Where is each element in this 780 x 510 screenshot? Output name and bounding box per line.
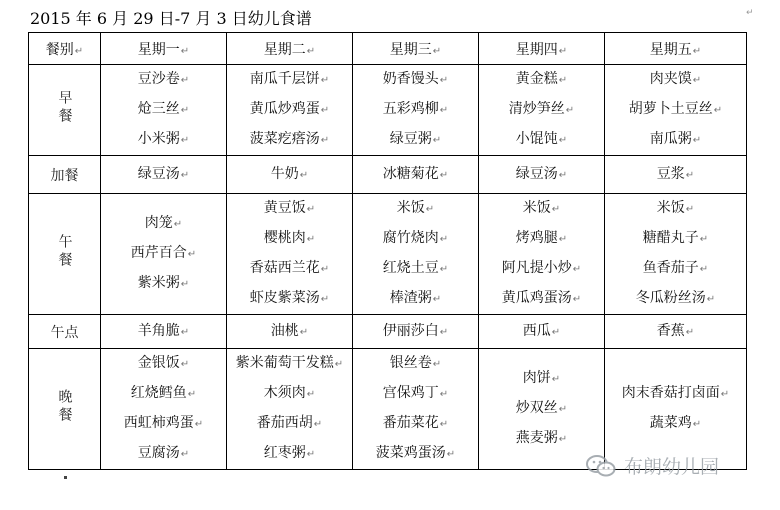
meal-label: 早餐 [56, 90, 73, 126]
dish-name: 菠菜疙瘩汤 [249, 131, 320, 147]
menu-cell [227, 315, 353, 349]
dish-item [101, 125, 226, 155]
dish-name: 番茄西胡 [256, 415, 313, 431]
paragraph-mark-icon: ↵ [692, 419, 702, 430]
dish-name: 牛奶 [270, 165, 299, 182]
header-row [29, 33, 747, 65]
dish-name: 豆沙卷 [137, 71, 180, 87]
dish-name: 豆浆 [656, 165, 685, 182]
paragraph-mark-icon: ↵ [320, 294, 330, 305]
dish-item [605, 194, 746, 224]
dish-name: 肉夹馍 [649, 71, 692, 87]
dish-item [353, 284, 478, 314]
dish-item [101, 95, 226, 125]
paragraph-mark-icon: ↵ [180, 279, 190, 290]
meal-row [29, 315, 747, 349]
paragraph-mark-icon: ↵ [299, 326, 309, 338]
paragraph-mark-icon: ↵ [551, 374, 561, 385]
watermark-text: 布朗幼儿园 [624, 456, 720, 478]
dish-name: 米饭 [522, 200, 551, 216]
paragraph-mark-icon: ↵ [439, 169, 449, 181]
page-title: 2015 年 6 月 29 日-7 月 3 日幼儿食谱 [30, 9, 312, 28]
paragraph-mark-icon: ↵ [558, 135, 568, 146]
dish-item [353, 317, 478, 347]
dish-item [227, 254, 352, 284]
dish-item [479, 284, 604, 314]
menu-cell [479, 156, 605, 194]
dish-name: 肉笼 [144, 215, 173, 231]
menu-cell [101, 315, 227, 349]
dish-name: 羊角脆 [137, 322, 180, 339]
meal-label-cell [29, 65, 101, 156]
menu-cell [101, 65, 227, 156]
paragraph-mark-icon: ↵ [173, 219, 183, 230]
dish-name: 紫米葡萄干发糕 [235, 355, 334, 371]
paragraph-mark-icon: ↵ [334, 359, 344, 370]
dish-name: 炝三丝 [137, 101, 180, 117]
paragraph-mark-icon: ↵ [320, 135, 330, 146]
paragraph-mark-icon: ↵ [439, 419, 449, 430]
dish-name: 米饭 [396, 200, 425, 216]
paragraph-mark-icon: ↵ [551, 204, 561, 215]
menu-cell [353, 315, 479, 349]
day-header-wed: 星期三↵ [353, 33, 479, 65]
paragraph-mark-icon: ↵ [565, 105, 575, 116]
paragraph-mark-icon: ↵ [439, 105, 449, 116]
dish-name: 西虹柿鸡蛋 [123, 415, 194, 431]
dish-item [353, 95, 478, 125]
paragraph-mark-icon: ↵ [439, 326, 449, 338]
menu-cell [353, 65, 479, 156]
dish-item [479, 317, 604, 347]
paragraph-mark-icon: ↵ [180, 449, 190, 460]
dish-item [605, 254, 746, 284]
dish-item [605, 95, 746, 125]
meal-label: 加餐 [50, 167, 79, 184]
meal-label: 晚餐 [56, 389, 73, 425]
dish-name: 奶香馒头 [382, 71, 439, 87]
dish-item [479, 394, 604, 424]
paragraph-mark-icon: ↵ [558, 169, 568, 181]
dish-item [605, 65, 746, 95]
dish-name: 肉末香菇打卤面 [621, 385, 720, 401]
watermark [586, 452, 719, 479]
menu-cell [479, 194, 605, 315]
dish-item [605, 379, 746, 409]
dish-item [101, 349, 226, 379]
dish-item [353, 409, 478, 439]
paragraph-mark-icon: ↵ [432, 359, 442, 370]
dish-item [353, 194, 478, 224]
dish-item [227, 409, 352, 439]
dish-name: 西瓜 [522, 322, 551, 339]
dish-item [227, 125, 352, 155]
paragraph-mark-icon: ↵ [720, 389, 730, 400]
paragraph-mark-icon: ↵ [439, 389, 449, 400]
dish-name: 番茄菜花 [382, 415, 439, 431]
meal-row [29, 156, 747, 194]
menu-body [29, 65, 747, 470]
dish-item [101, 269, 226, 299]
dish-name: 糖醋丸子 [642, 230, 699, 246]
dish-name: 绿豆粥 [389, 131, 432, 147]
dish-item [479, 125, 604, 155]
dish-item [101, 65, 226, 95]
dish-name: 五彩鸡柳 [382, 101, 439, 117]
paragraph-mark-icon: ↵ [187, 389, 197, 400]
dish-name: 阿凡提小炒 [501, 260, 572, 276]
paragraph-mark-icon: ↵ [692, 75, 702, 86]
dish-item [353, 349, 478, 379]
paragraph-mark-icon: ↵ [320, 105, 330, 116]
dish-name: 棒渣粥 [389, 290, 432, 306]
dish-name: 肉饼 [522, 370, 551, 386]
dish-item [353, 379, 478, 409]
dish-item [479, 194, 604, 224]
dish-name: 黄瓜炒鸡蛋 [249, 101, 320, 117]
dish-name: 鱼香茄子 [642, 260, 699, 276]
menu-cell [227, 156, 353, 194]
dish-name: 绿豆汤 [515, 165, 558, 182]
paragraph-mark-icon: ↵ [685, 204, 695, 215]
dish-item [227, 284, 352, 314]
meal-label: 午餐 [56, 234, 73, 270]
paragraph-mark-icon: ↵ [299, 169, 309, 181]
dish-name: 南瓜粥 [649, 131, 692, 147]
menu-cell [605, 315, 747, 349]
dish-item [479, 364, 604, 394]
dish-item [353, 224, 478, 254]
paragraph-mark-icon: ↵ [699, 234, 709, 245]
dish-name: 樱桃肉 [263, 230, 306, 246]
paragraph-mark-icon: ↵ [446, 449, 456, 460]
dish-name: 宫保鸡丁 [382, 385, 439, 401]
paragraph-mark-icon: ↵ [685, 326, 695, 338]
paragraph-mark-icon: ↵ [558, 434, 568, 445]
menu-cell [353, 156, 479, 194]
dish-name: 冰糖菊花 [382, 165, 439, 182]
dish-item [101, 317, 226, 347]
dish-name: 清炒笋丝 [508, 101, 565, 117]
dish-name: 米饭 [656, 200, 685, 216]
dish-name: 金银饭 [137, 355, 180, 371]
paragraph-mark-icon: ↵ [313, 419, 323, 430]
day-header-fri: 星期五↵ [605, 33, 747, 65]
dish-item [101, 160, 226, 190]
paragraph-mark-icon: ↵ [558, 234, 568, 245]
meal-label-cell [29, 156, 101, 194]
paragraph-mark-icon: ↵ [558, 404, 568, 415]
dish-item [479, 224, 604, 254]
dish-name: 小米粥 [137, 131, 180, 147]
paragraph-mark-icon: ↵ [180, 326, 190, 338]
dish-item [479, 424, 604, 454]
dish-item [227, 194, 352, 224]
day-header-tue: 星期二↵ [227, 33, 353, 65]
paragraph-mark-icon: ↵ [685, 169, 695, 181]
dish-item [227, 379, 352, 409]
dish-name: 银丝卷 [389, 355, 432, 371]
paragraph-mark-icon: ↵ [558, 75, 568, 86]
dish-item [101, 409, 226, 439]
meal-label-cell [29, 349, 101, 470]
dish-name: 红枣粥 [263, 445, 306, 461]
dish-name: 冬瓜粉丝汤 [635, 290, 706, 306]
paragraph-mark-icon: ↵ [306, 449, 316, 460]
paragraph-mark-icon: ↵ [180, 359, 190, 370]
dish-name: 菠菜鸡蛋汤 [375, 445, 446, 461]
dish-item [605, 125, 746, 155]
day-header-thu: 星期四↵ [479, 33, 605, 65]
dish-item [353, 254, 478, 284]
dish-item [353, 439, 478, 469]
menu-cell [479, 65, 605, 156]
dish-name: 炒双丝 [515, 400, 558, 416]
paragraph-mark-icon: ↵ [746, 8, 754, 18]
menu-cell [227, 349, 353, 470]
dish-name: 紫米粥 [137, 275, 180, 291]
dish-name: 伊丽莎白 [382, 322, 439, 339]
dish-item [479, 65, 604, 95]
dish-name: 黄豆饭 [263, 200, 306, 216]
dish-item [353, 125, 478, 155]
wechat-icon [586, 454, 616, 478]
dish-item [227, 95, 352, 125]
dish-item [227, 317, 352, 347]
paragraph-mark-icon: ↵ [320, 75, 330, 86]
dish-name: 香蕉 [656, 322, 685, 339]
dish-item [227, 349, 352, 379]
dish-item [605, 317, 746, 347]
category-header: 餐别↵ [29, 33, 101, 65]
menu-cell [605, 194, 747, 315]
menu-cell [353, 194, 479, 315]
paragraph-mark-icon: ↵ [180, 135, 190, 146]
menu-table [28, 32, 747, 470]
paragraph-mark-icon: ↵ [432, 135, 442, 146]
dish-item [479, 254, 604, 284]
paragraph-mark-icon: ↵ [439, 234, 449, 245]
dish-item [479, 95, 604, 125]
dish-item [227, 65, 352, 95]
paragraph-mark-icon: ↵ [432, 294, 442, 305]
paragraph-mark-icon: ↵ [572, 294, 582, 305]
paragraph-mark-icon: ↵ [180, 105, 190, 116]
menu-cell [227, 194, 353, 315]
dish-item [353, 160, 478, 190]
meal-label: 午点 [50, 324, 79, 341]
dish-name: 绿豆汤 [137, 165, 180, 182]
dish-name: 红烧土豆 [382, 260, 439, 276]
paragraph-mark-icon: ↵ [713, 105, 723, 116]
meal-row [29, 194, 747, 315]
paragraph-mark-icon: ↵ [439, 264, 449, 275]
day-header-mon: 星期一↵ [101, 33, 227, 65]
meal-row [29, 65, 747, 156]
paragraph-mark-icon: ↵ [699, 264, 709, 275]
dish-name: 南瓜千层饼 [249, 71, 320, 87]
paragraph-mark-icon: ↵ [692, 135, 702, 146]
dish-name: 燕麦粥 [515, 430, 558, 446]
dish-item [605, 409, 746, 439]
menu-cell [353, 349, 479, 470]
paragraph-mark-icon: ↵ [180, 169, 190, 181]
dish-name: 香菇西兰花 [249, 260, 320, 276]
meal-label-cell [29, 194, 101, 315]
dish-item [353, 65, 478, 95]
dish-name: 油桃 [270, 322, 299, 339]
dish-name: 烤鸡腿 [515, 230, 558, 246]
paragraph-mark-icon: ↵ [572, 264, 582, 275]
menu-cell [101, 156, 227, 194]
dish-name: 胡萝卜土豆丝 [628, 101, 713, 117]
dish-item [101, 239, 226, 269]
menu-cell [101, 194, 227, 315]
dish-name: 虾皮紫菜汤 [249, 290, 320, 306]
menu-cell [227, 65, 353, 156]
menu-cell [605, 156, 747, 194]
menu-cell [101, 349, 227, 470]
margin-dot [64, 476, 67, 479]
dish-item [101, 439, 226, 469]
paragraph-mark-icon: ↵ [706, 294, 716, 305]
dish-item [605, 160, 746, 190]
dish-name: 小馄饨 [515, 131, 558, 147]
paragraph-mark-icon: ↵ [551, 326, 561, 338]
dish-name: 黄瓜鸡蛋汤 [501, 290, 572, 306]
paragraph-mark-icon: ↵ [425, 204, 435, 215]
dish-name: 红烧鳕鱼 [130, 385, 187, 401]
paragraph-mark-icon: ↵ [306, 204, 316, 215]
dish-item [227, 160, 352, 190]
dish-name: 木须肉 [263, 385, 306, 401]
dish-item [227, 439, 352, 469]
menu-cell [479, 315, 605, 349]
dish-name: 腐竹烧肉 [382, 230, 439, 246]
dish-item [101, 209, 226, 239]
paragraph-mark-icon: ↵ [306, 389, 316, 400]
paragraph-mark-icon: ↵ [194, 419, 204, 430]
dish-item [227, 224, 352, 254]
dish-name: 蔬菜鸡 [649, 415, 692, 431]
paragraph-mark-icon: ↵ [180, 75, 190, 86]
paragraph-mark-icon: ↵ [187, 249, 197, 260]
menu-cell [605, 65, 747, 156]
dish-item [101, 379, 226, 409]
dish-item [479, 160, 604, 190]
meal-label-cell [29, 315, 101, 349]
dish-name: 豆腐汤 [137, 445, 180, 461]
dish-name: 黄金糕 [515, 71, 558, 87]
paragraph-mark-icon: ↵ [439, 75, 449, 86]
paragraph-mark-icon: ↵ [320, 264, 330, 275]
paragraph-mark-icon: ↵ [306, 234, 316, 245]
dish-name: 西芹百合 [130, 245, 187, 261]
dish-item [605, 224, 746, 254]
dish-item [605, 284, 746, 314]
